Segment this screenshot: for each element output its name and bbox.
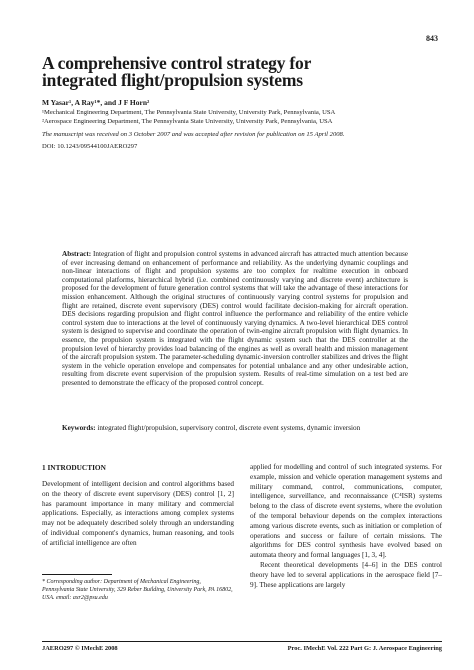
abstract-label: Abstract: bbox=[62, 250, 92, 258]
body-column-left: Development of intelligent decision and control algorithms based on the theory of discrete event supervisory (DES) control [1, 2] has paramount importance in many military and commercial applications. Especially, as interactions among complex systems may not be adequately described solely through an understanding of individual component's dynamics, human reasoning, and tools of artificial intelligence are often bbox=[42, 480, 234, 547]
received-note: The manuscript was received on 3 October 2007 and was accepted after revision for publication on 15 April 2008. bbox=[42, 131, 345, 138]
body-paragraph-2: Recent theoretical developments [4–6] in the DES control theory have led to several applications in the aerospace field [7–9]. These applications are largely bbox=[250, 560, 442, 589]
footer-divider bbox=[42, 641, 442, 642]
body-column-right bbox=[250, 463, 442, 590]
affiliation-2: ²Aerospace Engineering Department, The Pennsylvania State University, University Park, Pennsylvania, USA bbox=[42, 118, 333, 125]
abstract-text: Integration of flight and propulsion control systems in advanced aircraft has attracted much attention because of ever increasing demand on enhancement of performance and reliability. As the underlying dynamic couplings and non-linear interactions of flight and propulsion systems are too complex for realtime execution in onboard computational platforms, hierarchical hybrid (i.e. combined continuously varying and discrete event) architecture is proposed for the development of future generation control systems that will take the advantage of these interactions for mission enhancement. Although the original structures of continuously varying control systems for propulsion and flight are retained, discrete event supervisory (DES) control would facilitate decision-making for aircraft operation. DES decisions regarding propulsion and flight control influence the performance and reliability of the entire vehicle control system due to interactions at the level of continuously varying dynamics. A two-level hierarchical DES control system is designed to supervise and coordinate the operation of twin-engine aircraft propulsion with flight dynamics. In essence, the propulsion system is integrated with the flight dynamic system such that the DES controller at the propulsion level of hierarchy provides load balancing of the engines as well as overall health and mission management of the aircraft propulsion system. The parameter-scheduling dynamic-inversion controller stabilizes and drives the flight system in the vehicle operation envelope and compensates for potential unbalance and any other undesirable action, resulting from discrete event supervision of the propulsion system. Results of real-time simulation on a test bed are presented to demonstrate the efficacy of the proposed control concept. bbox=[62, 250, 408, 387]
abstract bbox=[62, 250, 408, 388]
section-heading: 1 INTRODUCTION bbox=[42, 463, 106, 472]
corresponding-author-footnote: * Corresponding author: Department of Mechanical Engineering, Pennsylvania State University, 329 Reber Building, University Park, PA 16802, USA. email: axr2@psu.edu bbox=[42, 579, 233, 601]
title-line-2: integrated flight/propulsion systems bbox=[42, 70, 303, 90]
title-line-1: A comprehensive control strategy for bbox=[42, 53, 312, 73]
author-list: M Yasar¹, A Ray¹*, and J F Horn² bbox=[42, 98, 150, 107]
keywords-text: integrated flight/propulsion, supervisory control, discrete event systems, dynamic inversion bbox=[97, 424, 361, 432]
footnote-divider bbox=[42, 574, 112, 575]
body-paragraph-1: applied for modelling and control of such integrated systems. For example, mission and vehicle operation management systems and military command, control, communications, computer, intelligence, surveillance, and reconnaissance (C⁴ISR) systems belong to the class of discrete event systems, where the evolution of the temporal behaviour depends on the complex interactions among various discrete events, such as initiation or completion of operations and success or failure of certain missions. The algorithms for DES control synthesis have evolved based on automata theory and formal languages [1, 3, 4]. bbox=[250, 463, 442, 560]
doi[interactable]: DOI: 10.1243/09544100JAERO297 bbox=[42, 143, 138, 150]
affiliation-1: ¹Mechanical Engineering Department, The Pennsylvania State University, University Park, Pennsylvania, USA bbox=[42, 109, 336, 116]
paper-title bbox=[42, 55, 442, 89]
keywords-label: Keywords: bbox=[62, 424, 96, 432]
footer-journal: Proc. IMechE Vol. 222 Part G: J. Aerospace Engineering bbox=[287, 645, 442, 652]
footer-article-code: JAERO297 © IMechE 2008 bbox=[42, 645, 118, 652]
page-number: 843 bbox=[426, 34, 438, 43]
keywords bbox=[62, 424, 408, 433]
